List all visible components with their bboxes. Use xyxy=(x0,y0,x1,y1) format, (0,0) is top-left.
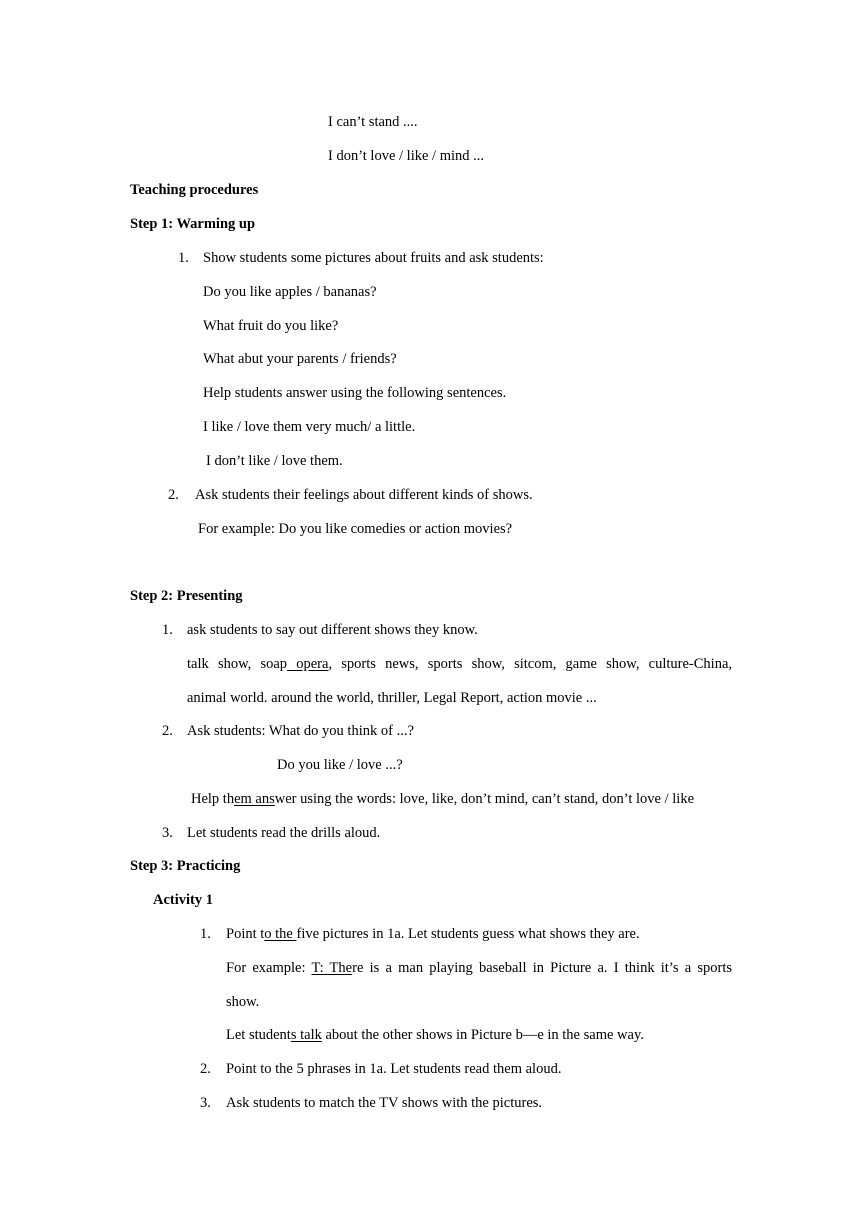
step3-item2-number: 2. xyxy=(200,1061,211,1077)
activity1-heading: Activity 1 xyxy=(153,892,213,908)
step1-item2-number: 2. xyxy=(168,487,179,503)
step2-item1-text: ask students to say out different shows they know. xyxy=(187,622,478,638)
step3-heading: Step 3: Practicing xyxy=(130,858,241,874)
step3-item3-text: Ask students to match the TV shows with the pictures. xyxy=(226,1095,543,1111)
step3-item1-text: Point to the five pictures in 1a. Let students guess what shows they are. xyxy=(226,926,640,942)
step1-item2-example: For example: Do you like comedies or action movies? xyxy=(198,521,513,537)
step3-item1-number: 1. xyxy=(200,926,211,942)
header-line-1: I can’t stand .... xyxy=(328,114,418,130)
teaching-procedures-heading: Teaching procedures xyxy=(130,182,259,198)
step1-item2-text: Ask students their feelings about different kinds of shows. xyxy=(195,487,533,503)
step3-item2-text: Point to the 5 phrases in 1a. Let students read them aloud. xyxy=(226,1061,562,1077)
step1-item1-number: 1. xyxy=(178,250,189,266)
step3-item1-example-line-2: show. xyxy=(226,994,260,1010)
header-line-2: I don’t love / like / mind ... xyxy=(328,148,484,164)
step1-item1-question-1: Do you like apples / bananas? xyxy=(203,284,377,300)
step1-item1-answer-2: I don’t like / love them. xyxy=(206,453,343,469)
step2-item2-text: Ask students: What do you think of ...? xyxy=(187,723,414,739)
step2-item3-number: 3. xyxy=(162,825,173,841)
step2-heading: Step 2: Presenting xyxy=(130,588,243,604)
step3-item3-number: 3. xyxy=(200,1095,211,1111)
step2-item1-shows-line-2: animal world. around the world, thriller, Legal Report, action movie ... xyxy=(187,690,597,706)
step3-item1-example-line-1: For example: T: There is a man playing baseball in Picture a. I think it’s a sports xyxy=(226,960,732,976)
step1-item1-text: Show students some pictures about fruits and ask students: xyxy=(203,250,544,266)
step1-item1-answer-1: I like / love them very much/ a little. xyxy=(203,419,416,435)
step2-item1-shows-line-1: talk show, soap opera, sports news, sports show, sitcom, game show, culture-China, xyxy=(187,656,733,672)
step2-item1-number: 1. xyxy=(162,622,173,638)
step2-item3-text: Let students read the drills aloud. xyxy=(187,825,381,841)
step1-item1-help: Help students answer using the following sentences. xyxy=(203,385,507,401)
step1-item1-question-2: What fruit do you like? xyxy=(203,318,339,334)
step1-heading: Step 1: Warming up xyxy=(130,216,256,232)
step1-item1-question-3: What abut your parents / friends? xyxy=(203,351,397,367)
step2-item2-number: 2. xyxy=(162,723,173,739)
step2-item2-question-2: Do you like / love ...? xyxy=(277,757,403,773)
step2-item2-help: Help them answer using the words: love, like, don’t mind, can’t stand, don’t love / like xyxy=(191,791,694,807)
step3-item1-let-students: Let students talk about the other shows in Picture b—e in the same way. xyxy=(226,1027,644,1043)
